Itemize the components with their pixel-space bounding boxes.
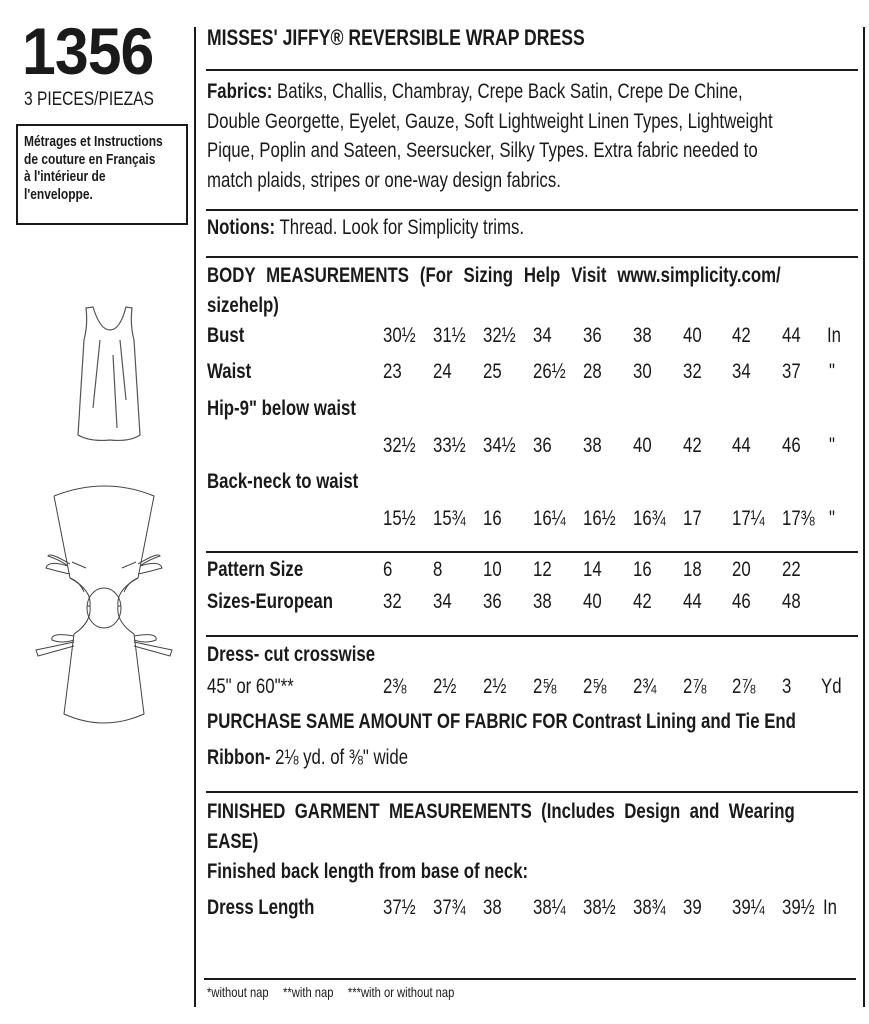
value-cell: 36 [583,324,602,347]
value-cell: 17 [683,507,702,530]
value-cell: 34½ [483,434,516,457]
fabrics-section [207,77,773,195]
row-label-waist: Waist [207,360,252,383]
size-cell: 36 [483,590,502,613]
row-label-european: Sizes-European [207,590,334,613]
heading-line: FINISHED GARMENT MEASUREMENTS (Includes Design and Wearing [207,800,795,823]
footnote: **with nap [283,984,334,1000]
notions-section [207,213,524,243]
size-cell: 8 [433,558,443,581]
size-cell: 34 [433,590,452,613]
value-cell: 34 [732,360,751,383]
row-label-back-neck: Back-neck to waist [207,470,359,493]
french-note-line: l'enveloppe. [24,185,93,203]
unit-cell: In [827,324,842,347]
divider [206,551,858,553]
unit-cell: " [829,360,835,383]
heading-line: EASE) [207,829,259,853]
yardage-cell: 2½ [433,675,457,698]
fabrics-label: Fabrics: [207,80,273,103]
value-cell: 39¼ [732,896,765,919]
row-label-dress-length: Dress Length [207,896,315,919]
size-cell: 46 [732,590,751,613]
divider [206,209,858,211]
value-cell: 34 [533,324,552,347]
value-cell: 31½ [433,324,466,347]
heading-line: sizehelp) [207,293,279,317]
heading-line: BODY MEASUREMENTS (For Sizing Help Visit www.simplicity.com/ [207,264,781,287]
value-cell: 46 [782,434,801,457]
value-cell: 26½ [533,360,566,383]
size-cell: 20 [732,558,751,581]
french-note [24,133,184,203]
value-cell: 32 [683,360,702,383]
value-cell: 38 [583,434,602,457]
yardage-cell: 2⅜ [383,675,407,698]
pieces-count: 3 PIECES/PIEZAS [24,89,154,110]
row-label-hip: Hip-9" below waist [207,397,356,420]
value-cell: 36 [533,434,552,457]
row-label-bust: Bust [207,324,245,347]
dress-flat-illustration [30,482,180,732]
value-cell: 44 [732,434,751,457]
divider [206,69,858,71]
value-cell: 16 [483,507,502,530]
value-cell: 15½ [383,507,416,530]
finished-subheading: Finished back length from base of neck: [207,860,529,883]
value-cell: 15¾ [433,507,466,530]
size-cell: 16 [633,558,652,581]
divider [206,791,858,793]
unit-cell: In [823,896,838,919]
body-measurements-heading [207,261,781,320]
value-cell: 40 [683,324,702,347]
fabrics-text-line: match plaids, stripes or one-way design fabrics. [207,168,561,192]
size-cell: 38 [533,590,552,613]
value-cell: 25 [483,360,502,383]
size-cell: 22 [782,558,801,581]
value-cell: 39 [683,896,702,919]
purchase-note [207,710,796,734]
value-cell: 38½ [583,896,616,919]
size-cell: 6 [383,558,393,581]
size-cell: 44 [683,590,702,613]
purchase-note-bold: PURCHASE SAME AMOUNT OF FABRIC FOR [207,710,568,733]
notions-label: Notions: [207,216,276,239]
ribbon-label: Ribbon- [207,746,271,769]
value-cell: 17⅜ [782,507,815,530]
size-cell: 10 [483,558,502,581]
size-cell: 48 [782,590,801,613]
value-cell: 32½ [483,324,516,347]
value-cell: 39½ [782,896,815,919]
yardage-item-label: Dress- cut crosswise [207,643,376,666]
value-cell: 37½ [383,896,416,919]
value-cell: 32½ [383,434,416,457]
yardage-cell: 2⅝ [583,675,607,698]
size-cell: 14 [583,558,602,581]
value-cell: 30½ [383,324,416,347]
value-cell: 16¾ [633,507,666,530]
footnote: *without nap [207,984,269,1000]
yardage-cell: 2⅝ [533,675,557,698]
unit-cell: " [829,434,835,457]
dress-front-illustration [60,300,160,450]
footnote: ***with or without nap [347,984,455,1000]
value-cell: 17¼ [732,507,765,530]
french-note-line: Métrages et Instructions [24,133,163,150]
pattern-number: 1356 [22,14,154,88]
divider [206,256,858,258]
row-label-pattern-size: Pattern Size [207,558,304,581]
finished-measurements-heading [207,797,795,856]
value-cell: 38¾ [633,896,666,919]
footnotes [207,984,454,1000]
value-cell: 37 [782,360,801,383]
yardage-cell: 2½ [483,675,507,698]
fabrics-text-line: Batiks, Challis, Chambray, Crepe Back Satin, Crepe De Chine, [272,80,743,103]
yardage-cell: 3 [782,675,792,698]
size-cell: 32 [383,590,402,613]
value-cell: 38 [483,896,502,919]
yardage-cell: 2⅞ [683,675,707,698]
value-cell: 28 [583,360,602,383]
yardage-cell: 2¾ [633,675,657,698]
french-note-line: de couture en Français [24,150,156,168]
ribbon-text: 2⅛ yd. of ⅜" wide [270,746,409,769]
value-cell: 38¼ [533,896,566,919]
divider [206,635,858,637]
size-cell: 42 [633,590,652,613]
fabrics-text-line: Pique, Poplin and Sateen, Seersucker, Silky Types. Extra fabric needed to [207,139,758,162]
page-title: MISSES' JIFFY® REVERSIBLE WRAP DRESS [207,25,585,50]
size-cell: 12 [533,558,552,581]
value-cell: 42 [683,434,702,457]
value-cell: 16½ [583,507,616,530]
size-cell: 40 [583,590,602,613]
ribbon-note [207,746,408,770]
french-instructions-box [16,124,188,225]
value-cell: 42 [732,324,751,347]
value-cell: 24 [433,360,452,383]
value-cell: 33½ [433,434,466,457]
value-cell: 23 [383,360,402,383]
value-cell: 37¾ [433,896,466,919]
yardage-cell: 2⅞ [732,675,756,698]
unit-cell: " [829,507,835,530]
unit-cell: Yd [821,675,842,698]
column-divider [194,27,196,1007]
value-cell: 16¼ [533,507,566,530]
divider [204,978,856,980]
french-note-line: à l'intérieur de [24,168,106,185]
value-cell: 44 [782,324,801,347]
fabric-width-label: 45" or 60"** [207,675,294,698]
fabrics-text-line: Double Georgette, Eyelet, Gauze, Soft Lightweight Linen Types, Lightweight [207,109,773,133]
right-border [863,27,865,1007]
purchase-note-rest: Contrast Lining and Tie End [567,710,796,733]
value-cell: 38 [633,324,652,347]
size-cell: 18 [683,558,702,581]
notions-text: Thread. Look for Simplicity trims. [275,216,525,239]
value-cell: 30 [633,360,652,383]
value-cell: 40 [633,434,652,457]
